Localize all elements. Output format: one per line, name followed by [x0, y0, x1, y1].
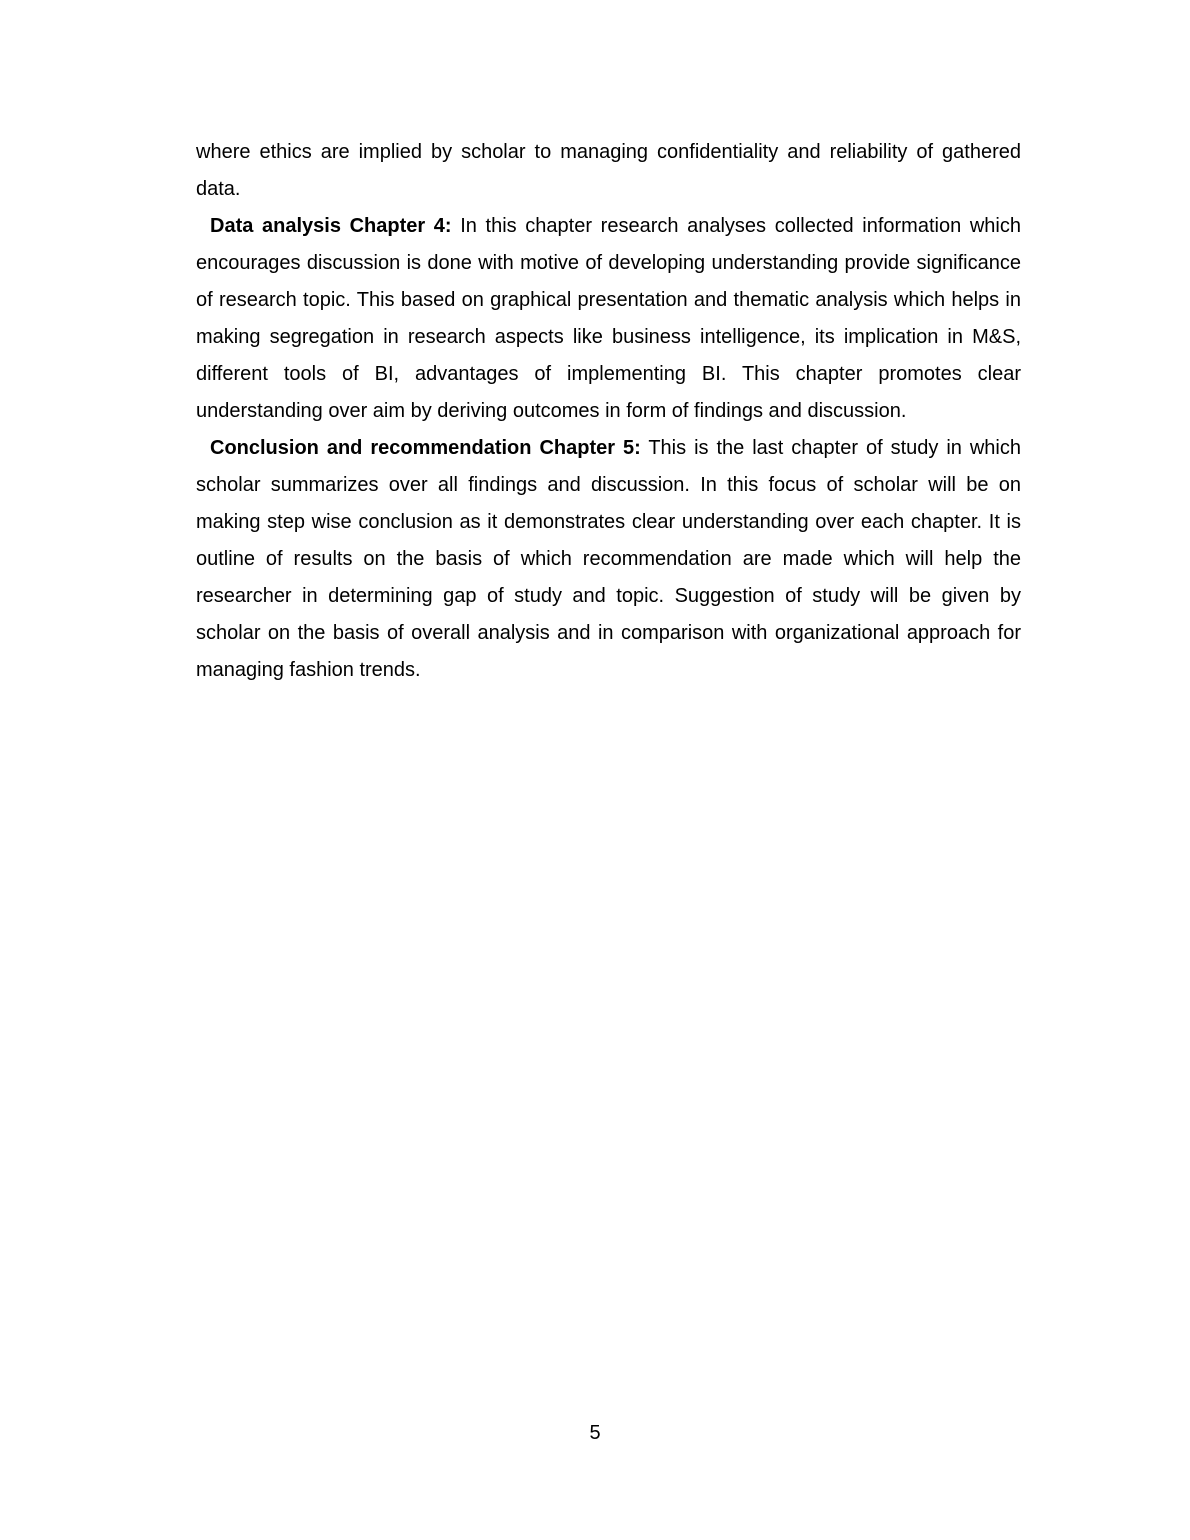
page-number: 5: [589, 1422, 601, 1444]
paragraph-data-analysis: [196, 208, 1021, 430]
paragraph-conclusion: [196, 430, 1021, 689]
paragraph-text: In this chapter research analyses collected information which encourages discussion is done with motive of developing understanding provide significance of research topic. This based on graphical presentation and thematic analysis which helps in making segregation in research aspects like business intelligence, its implication in M&S, different tools of BI, advantages of implementing BI. This chapter promotes clear understanding over aim by deriving outcomes in form of findings and discussion.: [196, 215, 1021, 422]
paragraph-heading: Data analysis Chapter 4:: [210, 215, 452, 237]
paragraph-text: This is the last chapter of study in which scholar summarizes over all findings and discussion. In this focus of scholar will be on making step wise conclusion as it demonstrates clear understanding over each chapter. It is outline of results on the basis of which recommendation are made which will help the researcher in determining gap of study and topic. Suggestion of study will be given by scholar on the basis of overall analysis and in comparison with organizational approach for managing fashion trends.: [196, 437, 1021, 681]
paragraph-text: where ethics are implied by scholar to managing confidentiality and reliability of gathered data.: [196, 141, 1021, 200]
body-text: [196, 134, 1021, 689]
paragraph-ethics-continuation: [196, 134, 1021, 208]
paragraph-heading: Conclusion and recommendation Chapter 5:: [210, 437, 641, 459]
